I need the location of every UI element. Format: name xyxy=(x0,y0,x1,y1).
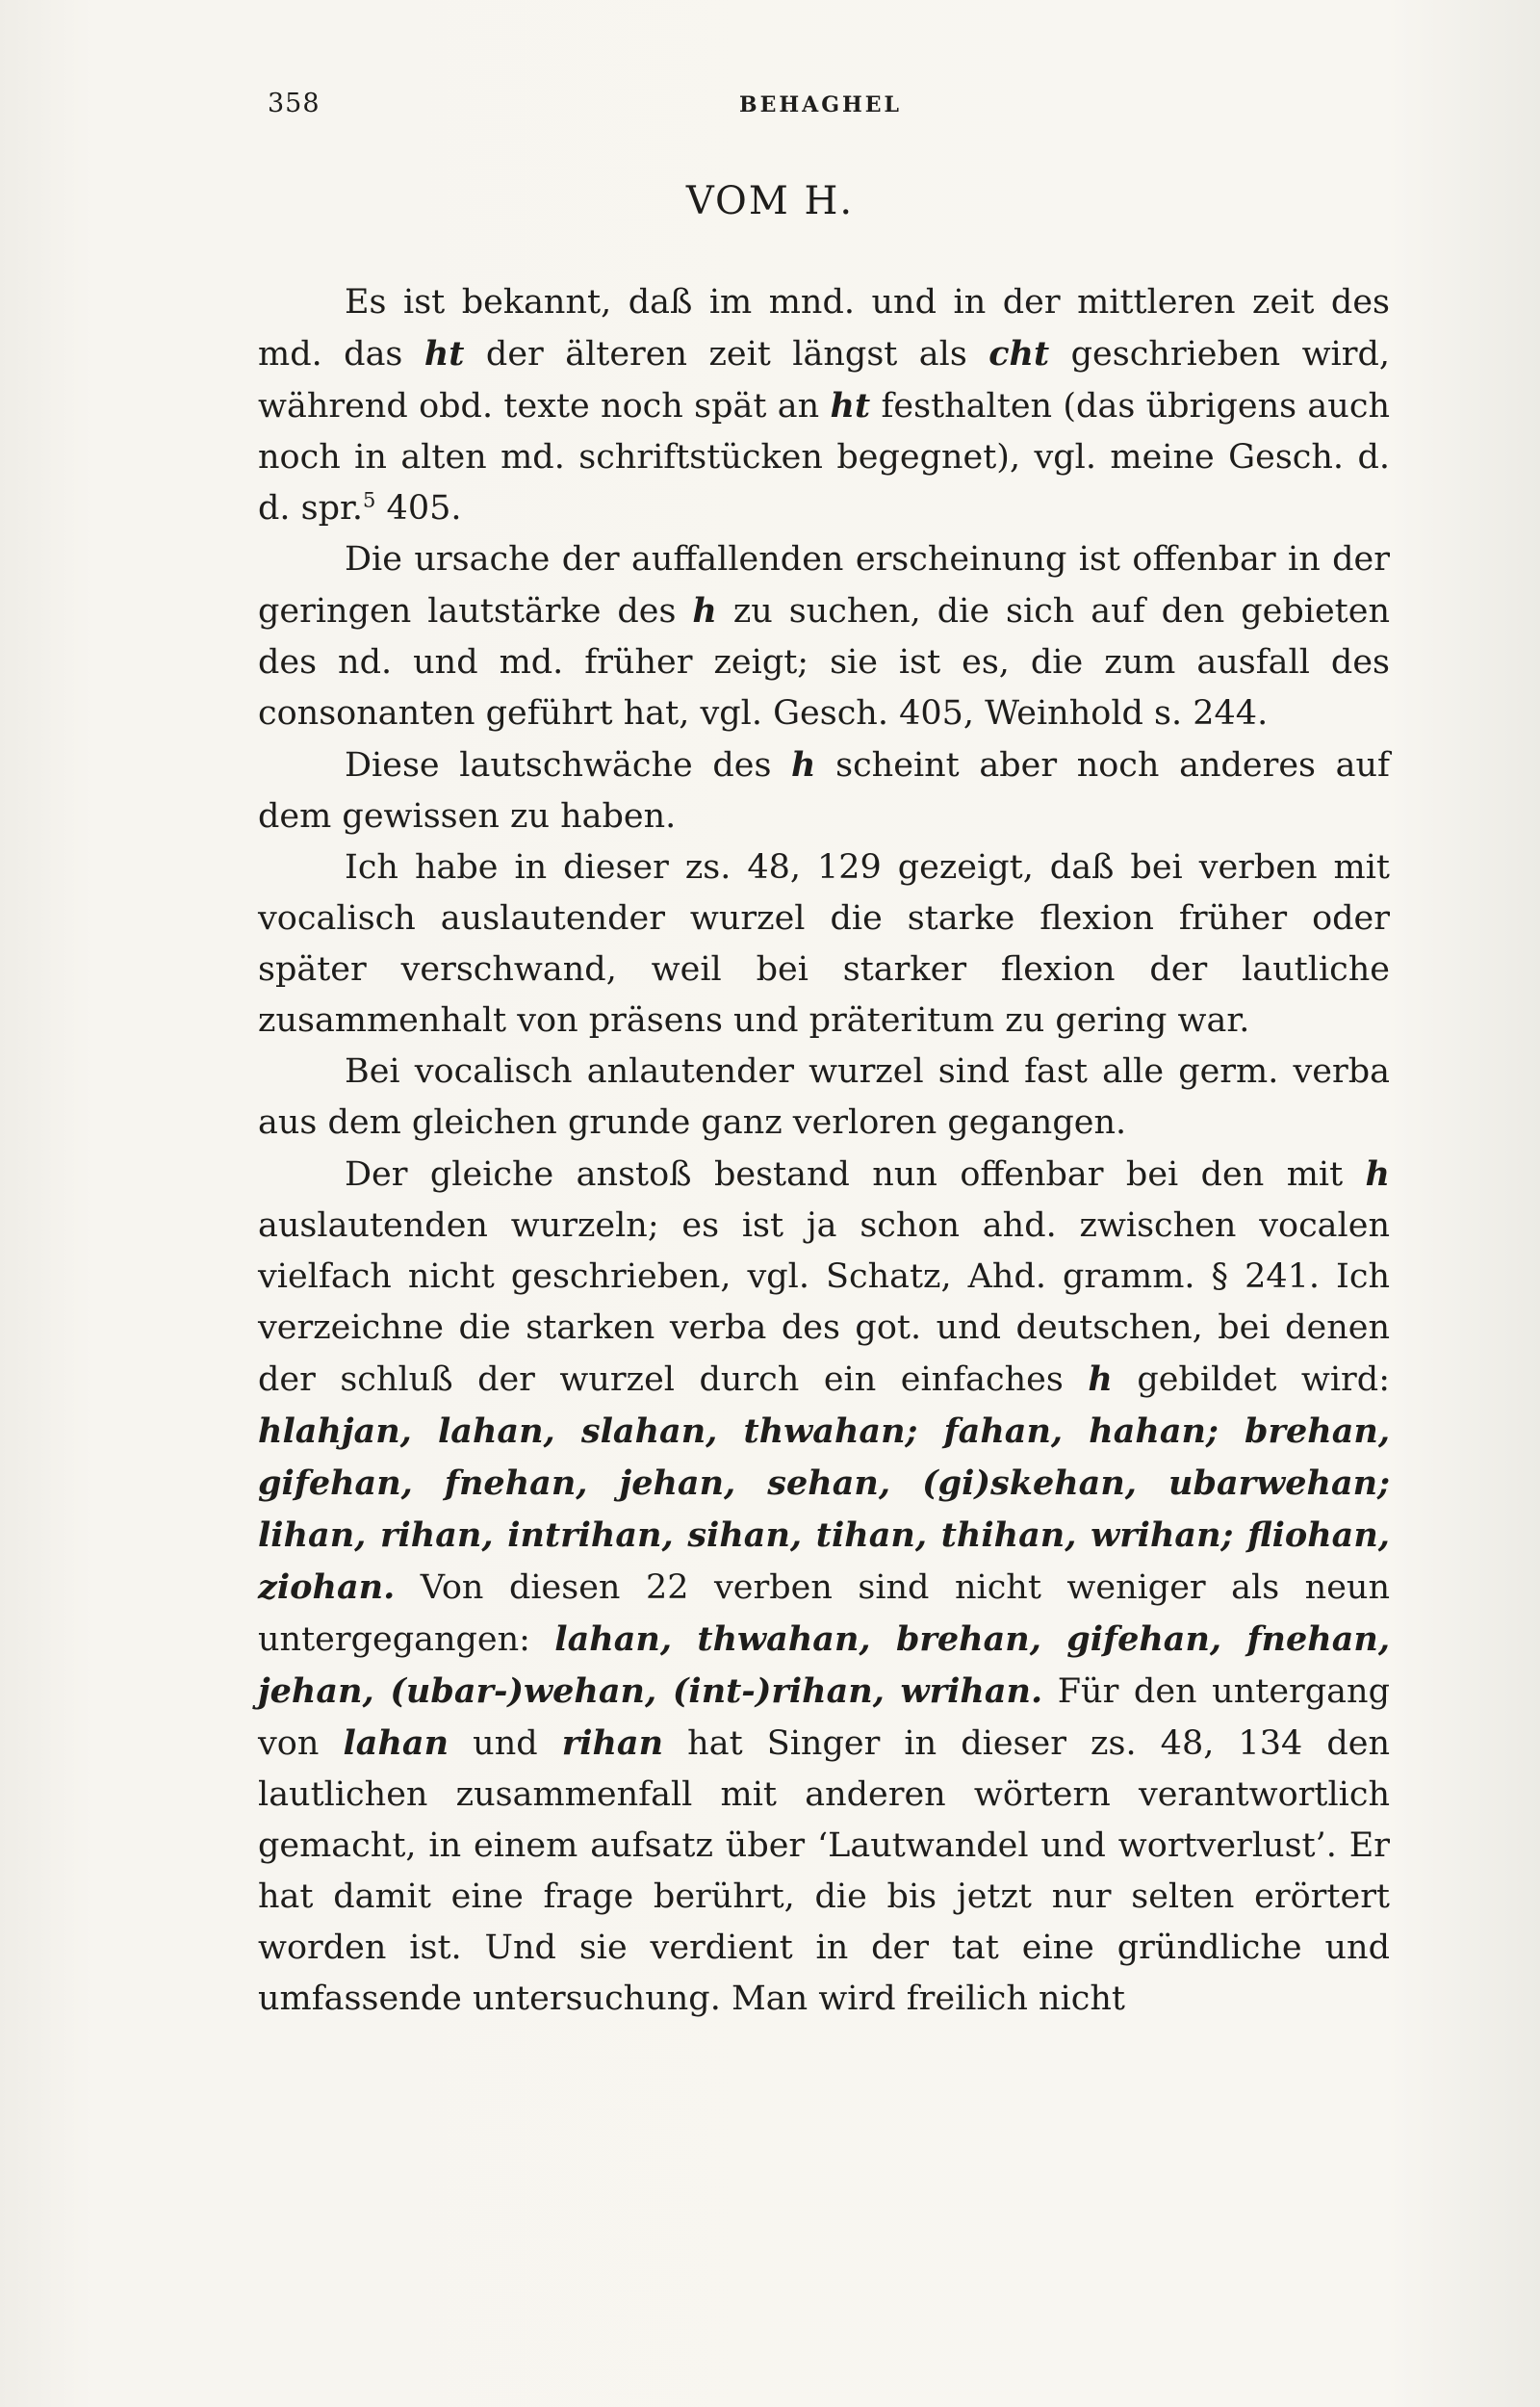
verb-list: hlahjan, lahan, slahan, thwahan; fahan, hahan; brehan, gifehan, fnehan, jehan, sehan, (gi)skehan, ubarwehan; lihan, rihan, intrihan, sihan, tihan, thihan, wrihan; fliohan, ziohan. xyxy=(258,1411,1390,1607)
body-text xyxy=(258,277,1390,2025)
running-head: BEHAGHEL xyxy=(739,92,903,117)
page-number: 358 xyxy=(268,89,321,118)
paragraph-1: Es ist bekannt, daß im mnd. und in der mittleren zeit des md. das ht der älteren zeit längst als cht geschrieben wird, während obd. texte noch spät an ht festhalten (das übrigens auch noch in alten md. schriftstücken begegnet), vgl. meine Gesch. d. d. spr.$^5$ 405. xyxy=(258,283,1390,528)
paragraph-2: Die ursache der auffallenden erscheinung ist offenbar in der geringen lautstärke des h zu suchen, die sich auf den gebieten des nd. und md. früher zeigt; sie ist es, die zum ausfall des consonanten geführt hat, vgl. Gesch. 405, Weinhold s. 244. xyxy=(258,540,1390,733)
paragraph-4: Ich habe in dieser zs. 48, 129 gezeigt, daß bei verben mit vocalisch auslautender wurzel die starke flexion früher oder später verschwand, weil bei starker flexion der lautliche zusammenhalt von präsens und präteritum zu gering war. xyxy=(258,848,1390,1040)
paragraph-6: Der gleiche anstoß bestand nun offenbar bei den mit h auslautenden wurzeln; es ist ja schon ahd. zwischen vocalen vielfach nicht geschrieben, vgl. Schatz, Ahd. gramm. § 241. Ich verzeichne die starken verba des got. und deutschen, bei denen der schluß der wurzel durch ein einfaches h gebildet wird: hlahjan, lahan, slahan, thwahan; fahan, hahan; brehan, gifehan, fnehan, jehan, sehan, (gi)skehan, ubarwehan; lihan, rihan, intrihan, sihan, tihan, thihan, wrihan; fliohan, ziohan. Von diesen 22 verben sind nicht weniger als neun untergegangen: lahan, thwahan, brehan, gifehan, fnehan, jehan, (ubar-)wehan, (int-)rihan, wrihan. Für den untergang von lahan und rihan hat Singer in dieser zs. 48, 134 den lautlichen zusammenfall mit anderen wörtern verantwortlich gemacht, in einem aufsatz über ‘Lautwandel und wortverlust’. Er hat damit eine frage berührt, die bis jetzt nur selten erörtert worden ist. Und sie verdient in der tat eine gründliche und umfassende untersuchung. Man wird freilich nicht xyxy=(258,1154,1391,2018)
section-title: VOM H. xyxy=(685,179,855,223)
lost-verb-list: lahan, thwahan, brehan, gifehan, fnehan, jehan, (ubar-)wehan, (int-)rihan, wrihan. xyxy=(258,1619,1390,1711)
paragraph-5: Bei vocalisch anlautender wurzel sind fast alle germ. verba aus dem gleichen grunde ganz verloren gegangen. xyxy=(258,1052,1390,1142)
page-header xyxy=(268,89,1384,127)
paragraph-3: Diese lautschwäche des h scheint aber noch anderes auf dem gewissen zu haben. xyxy=(258,745,1390,836)
